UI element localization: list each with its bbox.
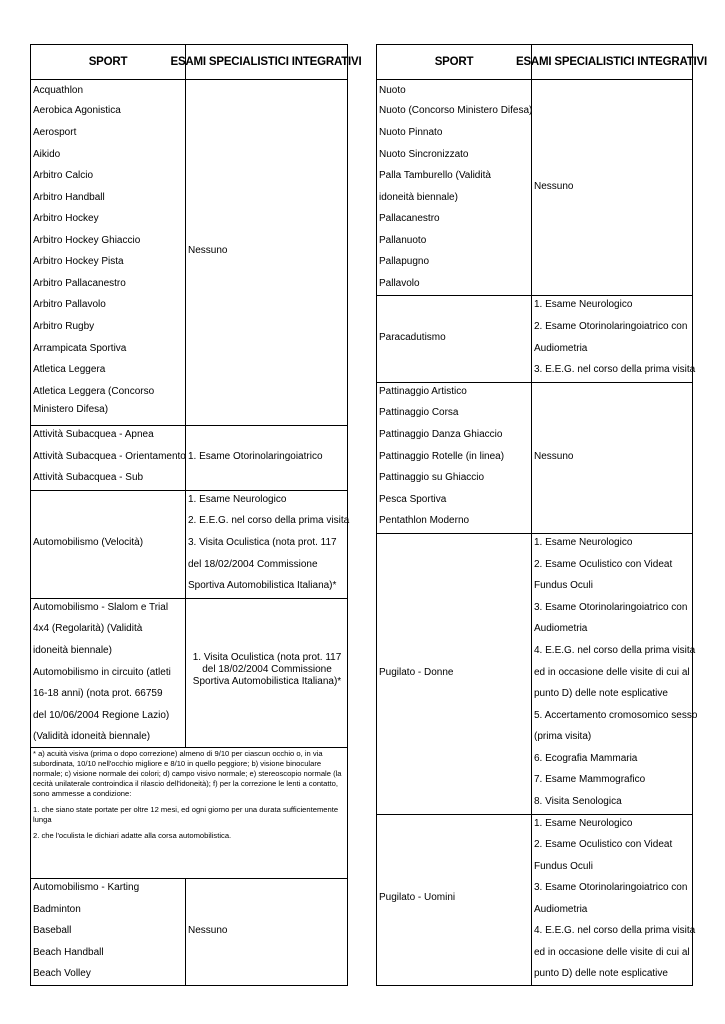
sport-name: Arbitro Pallavolo: [33, 299, 106, 310]
sport-name: Nuoto Pinnato: [379, 127, 443, 138]
row-divider: [31, 425, 347, 426]
sport-name: Arbitro Hockey: [33, 213, 99, 224]
exam-text: 3. Esame Otorinolaringoiatrico con: [534, 882, 688, 893]
sport-name: Badminton: [33, 904, 81, 915]
sport-name: Pattinaggio Corsa: [379, 407, 459, 418]
exam-text: 7. Esame Mammografico: [534, 774, 646, 785]
sport-column-header: SPORT: [31, 45, 185, 80]
row-divider: [31, 747, 347, 748]
sport-name: Pentathlon Moderno: [379, 515, 470, 526]
sport-name: Arbitro Hockey Pista: [33, 256, 124, 267]
sport-name: idoneità biennale): [379, 192, 458, 203]
sport-name: Baseball: [33, 925, 72, 936]
sport-name: Pallacanestro: [379, 213, 440, 224]
sport-name: Pallanuoto: [379, 235, 427, 246]
exam-text: Audiometria: [534, 623, 588, 634]
exam-text: 2. Esame Otorinolaringoiatrico con: [534, 321, 688, 332]
row-divider: [377, 295, 692, 296]
sport-name: (Validità idoneità biennale): [33, 731, 151, 742]
sport-name: 16-18 anni) (nota prot. 66759: [33, 688, 163, 699]
sport-name: Pugilato - Uomini: [379, 892, 456, 903]
sport-name: Automobilismo - Karting: [33, 882, 140, 893]
exam-text: 4. E.E.G. nel corso della prima visita: [534, 925, 696, 936]
sport-name: Pallavolo: [379, 278, 420, 289]
exam-text: Nessuno: [534, 181, 574, 192]
sport-name: Acquathlon: [33, 85, 84, 96]
exam-text: 5. Accertamento cromosomico sesso: [534, 710, 698, 721]
column-divider: [531, 45, 532, 985]
sport-name: del 10/06/2004 Regione Lazio): [33, 710, 170, 721]
sport-name: Aikido: [33, 149, 61, 160]
sport-name: Arrampicata Sportiva: [33, 343, 127, 354]
exam-text: 4. E.E.G. nel corso della prima visita: [534, 645, 696, 656]
exam-text: Nessuno: [188, 245, 228, 256]
sport-name: Nuoto (Concorso Ministero Difesa): [379, 105, 533, 116]
sport-name: Arbitro Pallacanestro: [33, 278, 126, 289]
sport-name: Beach Handball: [33, 947, 104, 958]
sport-name: Automobilismo in circuito (atleti: [33, 667, 171, 678]
exam-text: 1. Esame Otorinolaringoiatrico: [188, 451, 323, 462]
exams-column-header: ESAMI SPECIALISTICI INTEGRATIVI: [185, 45, 347, 80]
exam-text: 8. Visita Senologica: [534, 796, 622, 807]
row-divider: [31, 490, 347, 491]
exam-text: ed in occasione delle visite di cui al: [534, 947, 690, 958]
sport-name: Pattinaggio su Ghiaccio: [379, 472, 485, 483]
exam-text: Fundus Oculi: [534, 580, 593, 591]
sport-name: Pallapugno: [379, 256, 430, 267]
exam-text: punto D) delle note esplicative: [534, 968, 668, 979]
row-divider: [377, 533, 692, 534]
sport-name: Attività Subacquea - Sub: [33, 472, 144, 483]
exam-text: punto D) delle note esplicative: [534, 688, 668, 699]
sport-name: Automobilismo (Velocità): [33, 537, 144, 548]
exam-text: 3. Visita Oculistica (nota prot. 117: [188, 537, 337, 548]
right-table: [376, 44, 708, 986]
sport-name: Paracadutismo: [379, 332, 446, 343]
exam-text: ed in occasione delle visite di cui al: [534, 667, 690, 678]
sport-name: Pattinaggio Danza Ghiaccio: [379, 429, 503, 440]
sport-name: Arbitro Hockey Ghiaccio: [33, 235, 141, 246]
sport-name: Aerosport: [33, 127, 77, 138]
sport-name: Attività Subacquea - Orientamento: [33, 451, 186, 462]
sport-column-header: SPORT: [377, 45, 531, 80]
sport-name: Atletica Leggera (Concorso: [33, 386, 155, 397]
exams-column-header: ESAMI SPECIALISTICI INTEGRATIVI: [531, 45, 692, 80]
sport-name: Ministero Difesa): [33, 404, 109, 415]
exam-text: Nessuno: [534, 451, 574, 462]
exam-text: del 18/02/2004 Commissione: [188, 559, 318, 570]
exam-text: 1. Esame Neurologico: [188, 494, 287, 505]
row-divider: [31, 598, 347, 599]
row-divider: [377, 814, 692, 815]
row-divider: [377, 382, 692, 383]
sport-name: Arbitro Rugby: [33, 321, 95, 332]
sport-name: Pattinaggio Artistico: [379, 386, 467, 397]
exam-text: 1. Esame Neurologico: [534, 537, 633, 548]
sport-name: Arbitro Calcio: [33, 170, 94, 181]
sport-name: Pugilato - Donne: [379, 667, 454, 678]
exam-text: Sportiva Automobilistica Italiana)*: [188, 580, 337, 591]
sport-name: Automobilismo - Slalom e Trial: [33, 602, 169, 613]
sport-name: Nuoto Sincronizzato: [379, 149, 469, 160]
exam-text: (prima visita): [534, 731, 592, 742]
exam-text: 1. Visita Oculistica (nota prot. 117 del 18/02/2004 Commissione Sportiva Automobilistica Italiana)*: [192, 652, 342, 687]
column-divider: [185, 878, 186, 985]
exam-text: 3. Esame Otorinolaringoiatrico con: [534, 602, 688, 613]
row-divider: [31, 878, 347, 879]
sport-name: Palla Tamburello (Validità: [379, 170, 491, 181]
exam-text: 6. Ecografia Mammaria: [534, 753, 638, 764]
exam-text: 3. E.E.G. nel corso della prima visita: [534, 364, 696, 375]
footnote-paragraph: 1. che siano state portate per oltre 12 mesi, ed ogni giorno per una durata sufficientemente lunga: [33, 805, 339, 824]
left-table: [30, 44, 362, 986]
sport-name: Atletica Leggera: [33, 364, 106, 375]
sport-name: Arbitro Handball: [33, 192, 105, 203]
exam-text: Fundus Oculi: [534, 861, 593, 872]
exam-text: Nessuno: [188, 925, 228, 936]
exam-text: 2. Esame Oculistico con Videat: [534, 839, 673, 850]
sport-name: idoneità biennale): [33, 645, 112, 656]
footnote-paragraph: * a) acuità visiva (prima o dopo correzione) almeno di 9/10 per ciascun occhio o, in via subordinata, 10/10 nell'occhio migliore e 8/10 in quello peggiore; b) visione binoculare normale; c) visione normale dei colori; d) campo visivo normale; e) stereoscopio normale (la cecità unilaterale controindica il rilascio dell'idoneità); f) per la correzione le lenti a contatto, sono ammesse a condizione:: [33, 749, 342, 798]
sport-name: Pesca Sportiva: [379, 494, 447, 505]
sport-name: Aerobica Agonistica: [33, 105, 121, 116]
footnote: [33, 749, 345, 841]
exam-text: 1. Esame Neurologico: [534, 818, 633, 829]
sport-name: Nuoto: [379, 85, 406, 96]
exam-text: Audiometria: [534, 904, 588, 915]
sport-name: Pattinaggio Rotelle (in linea): [379, 451, 505, 462]
sport-name: Beach Volley: [33, 968, 91, 979]
footnote-paragraph: 2. che l'oculista le dichiari adatte alla corsa automobilistica.: [33, 831, 232, 840]
exam-text: Audiometria: [534, 343, 588, 354]
column-divider: [185, 45, 186, 747]
exam-text: 2. E.E.G. nel corso della prima visita: [188, 515, 350, 526]
sport-name: Attività Subacquea - Apnea: [33, 429, 154, 440]
sport-name: 4x4 (Regolarità) (Validità: [33, 623, 143, 634]
exam-text: 1. Esame Neurologico: [534, 299, 633, 310]
exam-text: 2. Esame Oculistico con Videat: [534, 559, 673, 570]
